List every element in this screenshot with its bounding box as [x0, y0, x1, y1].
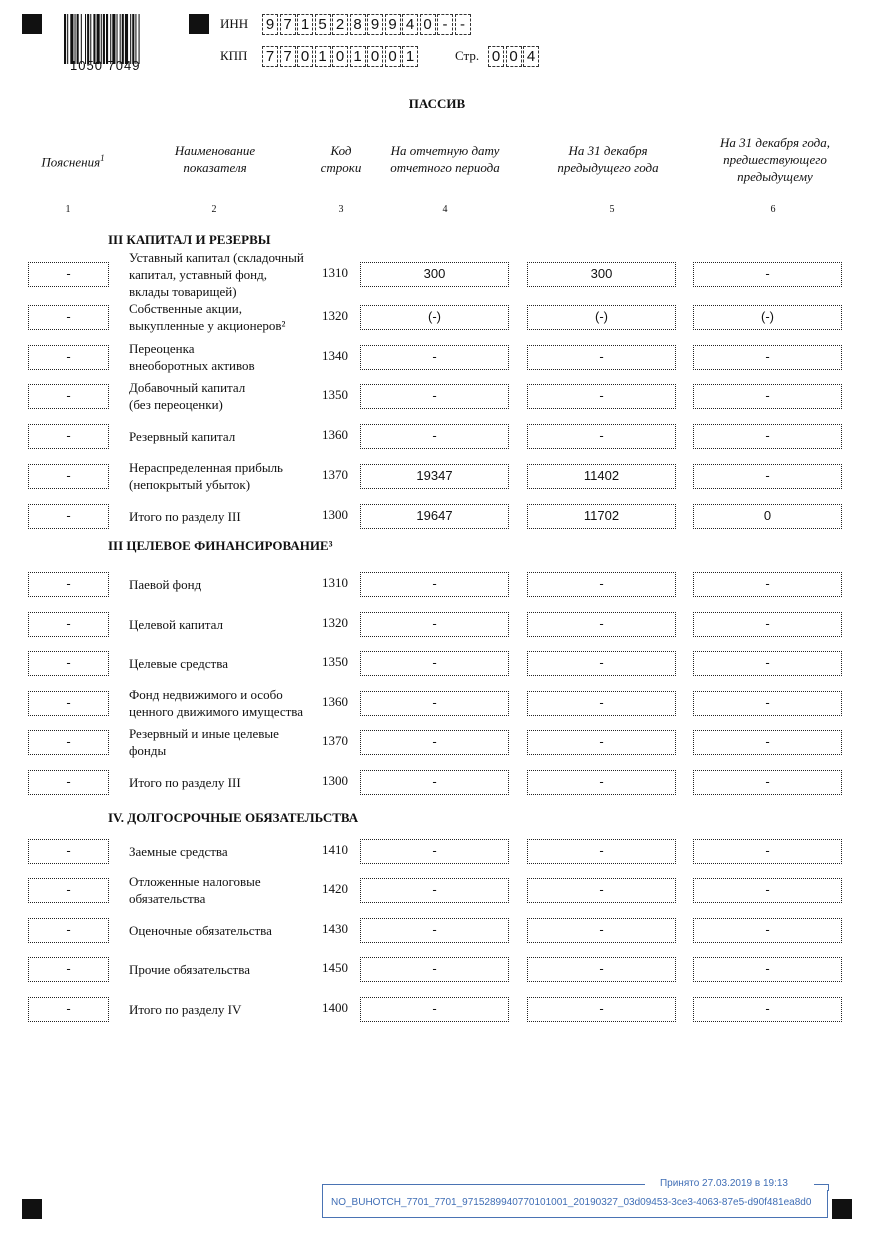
row-name: [129, 249, 319, 300]
barcode-icon: [64, 14, 164, 64]
value-year-before[interactable]: -: [693, 691, 842, 716]
inn-digit: 9: [385, 14, 401, 35]
row-code: 1310: [322, 575, 348, 590]
value-prev-year[interactable]: -: [527, 839, 676, 864]
value-prev-year[interactable]: -: [527, 572, 676, 597]
note-field[interactable]: -: [28, 612, 109, 637]
note-field[interactable]: -: [28, 464, 109, 489]
row-code: 1320: [322, 308, 348, 323]
inn-digit: 2: [332, 14, 348, 35]
stamp-file-name: NO_BUHOTCH_7701_7701_9715289940770101001_20190327_03d09453-3ce3-4063-87e5-d90f481ea8d0: [331, 1197, 812, 1208]
value-year-before[interactable]: -: [693, 730, 842, 755]
row-name-line: Целевой капитал: [129, 616, 224, 632]
value-year-before[interactable]: -: [693, 839, 842, 864]
row-code: 1400: [322, 1000, 348, 1015]
row-code: 1410: [322, 842, 348, 857]
row-name-line: Отложенные налоговые: [129, 874, 261, 889]
row-name-line: Целевые средства: [129, 655, 228, 671]
value-reporting-date[interactable]: -: [360, 651, 509, 676]
col-header-notes: Пояснения$^1$: [41, 153, 105, 170]
value-prev-year[interactable]: (-): [527, 305, 676, 330]
corner-marker-top-mid: [189, 14, 209, 34]
row-name: [129, 379, 319, 413]
row-code: 1370: [322, 733, 348, 748]
row-code: 1350: [322, 387, 348, 402]
inn-digit: -: [437, 14, 453, 35]
note-field[interactable]: -: [28, 878, 109, 903]
page-number-field: [488, 46, 541, 67]
value-prev-year[interactable]: -: [527, 384, 676, 409]
row-name: [129, 1001, 319, 1018]
row-name-line: Итого по разделу III: [129, 508, 241, 524]
row-name-line: Добавочный капитал: [129, 380, 246, 395]
row-code: 1300: [322, 773, 348, 788]
row-code: 1450: [322, 960, 348, 975]
col-header-year-before: На 31 декабря года, предшествующего предыдущему: [719, 135, 831, 184]
col-number-6: 6: [770, 204, 776, 215]
row-name-line: внеоборотных активов: [129, 358, 255, 373]
row-name-line: Прочие обязательства: [129, 961, 250, 977]
row-name-line: Резервный и иные целевые: [129, 726, 279, 741]
row-name-line: капитал, уставный фонд,: [129, 266, 268, 282]
value-reporting-date[interactable]: -: [360, 730, 509, 755]
value-prev-year[interactable]: -: [527, 730, 676, 755]
row-code: 1340: [322, 348, 348, 363]
value-reporting-date[interactable]: -: [360, 878, 509, 903]
kpp-digit: 1: [350, 46, 366, 67]
row-name: [129, 843, 319, 860]
section-title: III КАПИТАЛ И РЕЗЕРВЫ: [108, 232, 271, 247]
note-field[interactable]: -: [28, 572, 109, 597]
note-field[interactable]: -: [28, 997, 109, 1022]
inn-label: ИНН: [220, 16, 249, 31]
value-prev-year[interactable]: -: [527, 651, 676, 676]
page-digit: 0: [506, 46, 522, 67]
value-year-before[interactable]: (-): [693, 305, 842, 330]
value-year-before[interactable]: -: [693, 424, 842, 449]
value-prev-year[interactable]: 11402: [527, 464, 676, 489]
value-year-before[interactable]: -: [693, 651, 842, 676]
row-code: 1370: [322, 467, 348, 482]
row-code: 1320: [322, 615, 348, 630]
value-year-before[interactable]: -: [693, 997, 842, 1022]
row-name-line: Уставный капитал (складочный: [129, 249, 304, 265]
kpp-field: [262, 46, 420, 67]
inn-digit: 7: [280, 14, 296, 35]
row-name-line: ценного движимого имущества: [129, 704, 304, 719]
value-prev-year[interactable]: 300: [527, 262, 676, 287]
value-year-before[interactable]: -: [693, 572, 842, 597]
note-field[interactable]: -: [28, 651, 109, 676]
inn-digit: -: [455, 14, 471, 35]
value-reporting-date[interactable]: -: [360, 345, 509, 370]
value-prev-year[interactable]: -: [527, 691, 676, 716]
value-reporting-date[interactable]: -: [360, 918, 509, 943]
row-name-line: вклады товарищей): [129, 283, 237, 299]
row-name-line: Собственные акции,: [129, 301, 242, 316]
row-name: [129, 576, 319, 593]
row-name-line: выкупленные у акционеров²: [129, 318, 286, 333]
note-field[interactable]: -: [28, 839, 109, 864]
value-prev-year[interactable]: -: [527, 878, 676, 903]
row-name-line: Заемные средства: [129, 843, 228, 859]
value-year-before[interactable]: -: [693, 918, 842, 943]
value-reporting-date[interactable]: -: [360, 572, 509, 597]
row-name: [129, 340, 319, 374]
row-name: [129, 725, 319, 759]
row-name-line: Нераспределенная прибыль: [129, 460, 283, 475]
row-name-line: обязательства: [129, 891, 206, 906]
kpp-digit: 0: [297, 46, 313, 67]
row-name-line: Переоценка: [129, 341, 195, 356]
inn-digit: 0: [420, 14, 436, 35]
value-reporting-date[interactable]: -: [360, 839, 509, 864]
col-number-2: 2: [211, 204, 217, 215]
row-code: 1310: [322, 265, 348, 280]
row-name-line: Итого по разделу III: [129, 774, 241, 790]
col-number-5: 5: [609, 204, 615, 215]
row-name: [129, 686, 319, 720]
note-field[interactable]: -: [28, 384, 109, 409]
value-year-before[interactable]: -: [693, 770, 842, 795]
note-field[interactable]: -: [28, 957, 109, 982]
note-field[interactable]: -: [28, 424, 109, 449]
value-reporting-date[interactable]: -: [360, 691, 509, 716]
row-name-line: (непокрытый убыток): [129, 477, 251, 492]
value-reporting-date[interactable]: 300: [360, 262, 509, 287]
value-reporting-date[interactable]: -: [360, 612, 509, 637]
row-code: 1360: [322, 694, 348, 709]
row-name-line: Итого по разделу IV: [129, 1001, 242, 1017]
note-field[interactable]: -: [28, 504, 109, 529]
corner-marker-bottom-left: [22, 1199, 42, 1219]
acceptance-stamp: [322, 1178, 828, 1218]
value-reporting-date[interactable]: (-): [360, 305, 509, 330]
col-header-name: Наименование показателя: [174, 143, 256, 175]
value-year-before[interactable]: -: [693, 612, 842, 637]
value-prev-year[interactable]: -: [527, 997, 676, 1022]
note-field[interactable]: -: [28, 262, 109, 287]
row-code: 1350: [322, 654, 348, 669]
row-name-line: (без переоценки): [129, 397, 223, 412]
kpp-digit: 7: [262, 46, 278, 67]
value-reporting-date[interactable]: -: [360, 424, 509, 449]
value-reporting-date[interactable]: -: [360, 997, 509, 1022]
value-year-before[interactable]: 0: [693, 504, 842, 529]
value-year-before[interactable]: -: [693, 878, 842, 903]
value-prev-year[interactable]: -: [527, 424, 676, 449]
kpp-digit: 7: [280, 46, 296, 67]
value-prev-year[interactable]: -: [527, 957, 676, 982]
note-field[interactable]: -: [28, 691, 109, 716]
note-field[interactable]: -: [28, 345, 109, 370]
stamp-accepted-text: Принято 27.03.2019 в 19:13: [657, 1178, 791, 1189]
col-number-4: 4: [442, 204, 448, 215]
inn-digit: 9: [367, 14, 383, 35]
inn-digit: 1: [297, 14, 313, 35]
value-reporting-date[interactable]: -: [360, 384, 509, 409]
kpp-digit: 1: [402, 46, 418, 67]
row-code: 1300: [322, 507, 348, 522]
value-year-before[interactable]: -: [693, 262, 842, 287]
row-name: [129, 873, 319, 907]
row-name: [129, 922, 319, 939]
col-header-prev-year: На 31 декабря предыдущего года: [557, 143, 659, 175]
inn-digit: 5: [315, 14, 331, 35]
corner-marker-bottom-right: [832, 1199, 852, 1219]
page-title: ПАССИВ: [408, 96, 466, 111]
kpp-digit: 1: [315, 46, 331, 67]
row-name-line: Паевой фонд: [129, 576, 202, 592]
page-digit: 4: [523, 46, 539, 67]
row-name-line: Оценочные обязательства: [129, 922, 272, 938]
value-prev-year[interactable]: -: [527, 918, 676, 943]
row-name: [129, 300, 319, 334]
row-name: [129, 616, 319, 633]
kpp-digit: 0: [332, 46, 348, 67]
section-title: IV. ДОЛГОСРОЧНЫЕ ОБЯЗАТЕЛЬСТВА: [108, 810, 359, 825]
kpp-digit: 0: [367, 46, 383, 67]
inn-digit: 4: [402, 14, 418, 35]
value-prev-year[interactable]: -: [527, 612, 676, 637]
col-header-code: Код строки: [320, 143, 362, 175]
row-name-line: фонды: [129, 743, 167, 758]
value-year-before[interactable]: -: [693, 957, 842, 982]
row-name-line: Резервный капитал: [129, 428, 236, 444]
row-name: [129, 774, 319, 791]
page-digit: 0: [488, 46, 504, 67]
kpp-digit: 0: [385, 46, 401, 67]
value-prev-year[interactable]: 11702: [527, 504, 676, 529]
note-field[interactable]: -: [28, 730, 109, 755]
row-name-line: Фонд недвижимого и особо: [129, 687, 283, 702]
row-name: [129, 961, 319, 978]
value-reporting-date[interactable]: 19347: [360, 464, 509, 489]
note-field[interactable]: -: [28, 305, 109, 330]
row-name: [129, 508, 319, 525]
row-name: [129, 459, 319, 493]
row-code: 1420: [322, 881, 348, 896]
row-name: [129, 428, 319, 445]
inn-digit: 8: [350, 14, 366, 35]
section-title: III ЦЕЛЕВОЕ ФИНАНСИРОВАНИЕ³: [108, 538, 333, 553]
value-prev-year[interactable]: -: [527, 345, 676, 370]
corner-marker-top-left: [22, 14, 42, 34]
value-year-before[interactable]: -: [693, 384, 842, 409]
value-reporting-date[interactable]: -: [360, 957, 509, 982]
inn-field: [262, 14, 472, 35]
col-header-reporting-date: На отчетную дату отчетного периода: [390, 143, 500, 175]
inn-digit: 9: [262, 14, 278, 35]
col-number-3: 3: [338, 204, 344, 215]
row-name: [129, 655, 319, 672]
value-year-before[interactable]: -: [693, 345, 842, 370]
kpp-label: КПП: [220, 48, 248, 63]
page-label: Стр.: [455, 48, 480, 63]
barcode-number: 1050 7049: [70, 58, 141, 73]
note-field[interactable]: -: [28, 770, 109, 795]
value-reporting-date[interactable]: 19647: [360, 504, 509, 529]
note-field[interactable]: -: [28, 918, 109, 943]
col-number-1: 1: [65, 204, 71, 215]
value-prev-year[interactable]: -: [527, 770, 676, 795]
value-reporting-date[interactable]: -: [360, 770, 509, 795]
row-code: 1430: [322, 921, 348, 936]
value-year-before[interactable]: -: [693, 464, 842, 489]
row-code: 1360: [322, 427, 348, 442]
